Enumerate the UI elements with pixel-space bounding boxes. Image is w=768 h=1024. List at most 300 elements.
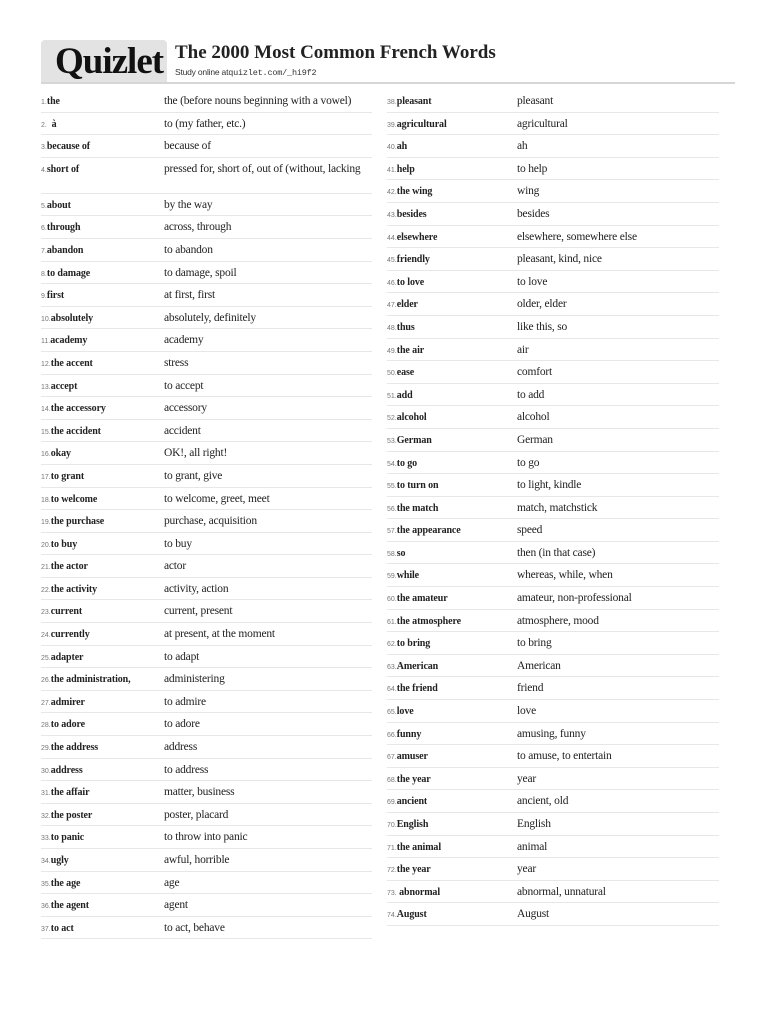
- term-cell: [41, 826, 84, 843]
- item-number: 60.: [387, 596, 397, 604]
- definition-text: like this, so: [517, 320, 568, 333]
- vocab-row: [41, 510, 372, 533]
- vocab-row: [41, 465, 372, 488]
- term-text: the year: [396, 773, 431, 785]
- term-cell: [41, 623, 90, 640]
- term-cell: [41, 420, 101, 437]
- term-cell: [387, 677, 438, 694]
- vocab-row: [387, 542, 719, 565]
- definition-text: abnormal, unnatural: [517, 885, 606, 898]
- item-number: 40.: [387, 144, 397, 152]
- item-number: 50.: [387, 370, 397, 378]
- definition-text: because of: [164, 140, 211, 153]
- term-cell: [41, 872, 80, 889]
- item-number: 9.: [41, 293, 47, 301]
- item-number: 7.: [41, 247, 47, 255]
- definition-text: at present, at the moment: [164, 628, 275, 641]
- definition-text: accident: [164, 424, 201, 437]
- term-cell: [387, 180, 432, 197]
- vocab-row: [387, 790, 719, 813]
- vocab-row: [41, 329, 372, 352]
- definition-text: pleasant: [517, 95, 554, 107]
- term-cell: [41, 216, 80, 233]
- vocab-row: [387, 836, 719, 859]
- item-number: 23.: [41, 609, 51, 617]
- term-cell: [387, 587, 448, 604]
- definition-text: American: [517, 659, 561, 672]
- definition-text: wing: [517, 185, 540, 198]
- item-number: 49.: [387, 347, 397, 355]
- vocab-row: [387, 519, 719, 542]
- term-cell: [387, 429, 432, 446]
- term-text: German: [396, 434, 432, 446]
- term-text: the amateur: [396, 593, 448, 605]
- term-text: to act: [50, 922, 74, 934]
- term-cell: [41, 239, 83, 256]
- term-cell: [41, 555, 88, 572]
- definition-text: to (my father, etc.): [164, 117, 246, 130]
- item-number: 21.: [41, 564, 51, 572]
- term-cell: [41, 736, 98, 753]
- vocab-row: [387, 406, 719, 429]
- term-text: to love: [396, 276, 425, 288]
- term-cell: [387, 361, 414, 378]
- term-cell: [387, 813, 428, 830]
- term-cell: [387, 768, 431, 785]
- term-cell: [387, 316, 415, 333]
- definition-text: actor: [164, 560, 186, 573]
- item-number: 37.: [41, 925, 51, 933]
- definition-text: across, through: [164, 221, 232, 234]
- item-number: 65.: [387, 709, 397, 717]
- vocab-row: [41, 894, 372, 917]
- item-number: 73.: [387, 889, 397, 897]
- page-header: [41, 40, 735, 84]
- definition-text: comfort: [517, 366, 553, 379]
- vocab-row: [387, 113, 719, 136]
- term-text: abnormal: [396, 886, 441, 898]
- definition-text: elsewhere, somewhere else: [517, 230, 637, 243]
- item-number: 64.: [387, 686, 397, 694]
- term-cell: [41, 465, 84, 482]
- item-number: 11.: [41, 338, 51, 346]
- term-text: the year: [396, 864, 431, 876]
- vocab-row: [387, 316, 719, 339]
- item-number: 69.: [387, 799, 397, 807]
- item-number: 55.: [387, 483, 397, 491]
- header-divider: [41, 82, 735, 84]
- term-cell: [41, 759, 83, 776]
- item-number: 74.: [387, 912, 397, 920]
- vocab-row: [387, 180, 719, 203]
- item-number: 36.: [41, 903, 51, 911]
- item-number: 31.: [41, 790, 51, 798]
- term-text: ah: [396, 141, 408, 153]
- vocab-row: [41, 239, 372, 262]
- vocab-row: [387, 655, 719, 678]
- definition-text: to adore: [164, 718, 200, 731]
- term-cell: [41, 194, 71, 211]
- logo-wordmark: Quizlet: [55, 41, 164, 82]
- term-cell: [41, 135, 90, 152]
- definition-text: match, matchstick: [517, 501, 598, 514]
- definition-text: stress: [164, 356, 189, 369]
- term-cell: [41, 849, 69, 866]
- term-text: amuser: [396, 751, 428, 763]
- definition-text: amusing, funny: [517, 727, 586, 740]
- vocab-row: [387, 497, 719, 520]
- definition-text: to adapt: [164, 650, 200, 663]
- definition-text: pressed for, short of, out of (without, lacking: [164, 162, 361, 175]
- vocab-row: [41, 113, 372, 136]
- vocab-row: [387, 271, 719, 294]
- vocab-row: [41, 713, 372, 736]
- term-text: agricultural: [396, 118, 447, 130]
- definition-text: to throw into panic: [164, 831, 248, 844]
- vocab-row: [387, 610, 719, 633]
- vocab-row: [41, 736, 372, 759]
- term-cell: [387, 881, 440, 898]
- term-cell: [41, 488, 97, 505]
- definition-text: to amuse, to entertain: [517, 750, 612, 763]
- vocab-row: [387, 158, 719, 181]
- term-text: alcohol: [396, 412, 427, 424]
- item-number: 29.: [41, 745, 51, 753]
- term-text: the: [46, 96, 60, 107]
- vocab-row: [41, 307, 372, 330]
- vocab-row: [387, 564, 719, 587]
- vocab-row: [41, 623, 372, 646]
- term-text: friendly: [396, 254, 430, 266]
- vocab-list-left: [41, 90, 372, 939]
- term-text: English: [396, 819, 429, 830]
- definition-text: year: [517, 863, 536, 876]
- definition-text: purchase, acquisition: [164, 515, 257, 528]
- item-number: 3.: [41, 144, 47, 152]
- vocab-row: [41, 826, 372, 849]
- term-cell: [387, 542, 405, 559]
- vocab-row: [41, 533, 372, 556]
- item-number: 10.: [41, 315, 51, 323]
- term-text: about: [46, 199, 71, 211]
- item-number: 22.: [41, 586, 51, 594]
- term-text: to buy: [50, 538, 78, 550]
- term-text: to bring: [396, 638, 431, 650]
- definition-text: to love: [517, 275, 548, 288]
- term-cell: [41, 113, 57, 130]
- vocab-list-right: [387, 90, 719, 926]
- definition-text: absolutely, definitely: [164, 311, 256, 324]
- vocab-row: [387, 474, 719, 497]
- term-cell: [387, 293, 418, 310]
- definition-text: to damage, spoil: [164, 266, 237, 279]
- term-text: first: [46, 290, 65, 302]
- term-text: the accessory: [50, 403, 106, 415]
- definition-text: by the way: [164, 198, 213, 211]
- vocab-row: [41, 804, 372, 827]
- term-text: to grant: [50, 470, 85, 482]
- item-number: 44.: [387, 234, 397, 242]
- item-number: 63.: [387, 663, 397, 671]
- vocab-row: [387, 203, 719, 226]
- item-number: 8.: [41, 270, 47, 278]
- item-number: 47.: [387, 302, 397, 310]
- definition-text: OK!, all right!: [164, 447, 228, 460]
- vocab-row: [41, 759, 372, 782]
- term-text: the appearance: [396, 525, 461, 537]
- vocab-row: [41, 284, 372, 307]
- term-cell: [41, 90, 60, 107]
- term-cell: [387, 406, 427, 423]
- term-cell: [41, 307, 93, 324]
- definition-text: to go: [517, 456, 540, 469]
- term-text: love: [396, 706, 414, 718]
- item-number: 68.: [387, 776, 397, 784]
- definition-text: to buy: [164, 537, 192, 550]
- vocab-row: [41, 442, 372, 465]
- definition-text: to add: [517, 388, 545, 401]
- item-number: 66.: [387, 731, 397, 739]
- vocab-row: [387, 700, 719, 723]
- term-text: the atmosphere: [396, 615, 461, 627]
- definition-text: to help: [517, 162, 548, 175]
- term-text: the administration,: [50, 674, 131, 686]
- vocab-row: [387, 339, 719, 362]
- vocab-row: [387, 135, 719, 158]
- term-cell: [387, 700, 414, 717]
- term-text: pleasant: [396, 96, 432, 107]
- vocab-row: [387, 361, 719, 384]
- term-cell: [41, 713, 85, 730]
- term-text: the accident: [50, 425, 101, 437]
- vocab-row: [387, 226, 719, 249]
- term-cell: [41, 329, 87, 346]
- term-text: ancient: [396, 796, 428, 808]
- definition-text: at first, first: [164, 289, 215, 302]
- item-number: 51.: [387, 392, 397, 400]
- term-text: address: [50, 764, 83, 776]
- item-number: 1.: [41, 99, 47, 106]
- term-cell: [41, 600, 82, 617]
- term-cell: [41, 533, 77, 550]
- term-text: the actor: [50, 561, 88, 573]
- item-number: 43.: [387, 211, 397, 219]
- page-title: The 2000 Most Common French Words: [175, 42, 496, 63]
- term-cell: [41, 397, 106, 414]
- item-number: 62.: [387, 641, 397, 649]
- item-number: 33.: [41, 835, 51, 843]
- vocab-row: [387, 768, 719, 791]
- term-cell: [387, 474, 439, 491]
- item-number: 14.: [41, 406, 51, 414]
- vocab-row: [41, 668, 372, 691]
- term-text: the match: [396, 502, 439, 514]
- item-number: 4.: [41, 166, 47, 174]
- vocab-row: [41, 216, 372, 239]
- term-cell: [387, 90, 432, 107]
- term-cell: [387, 339, 424, 356]
- definition-text: accessory: [164, 402, 207, 415]
- term-text: accept: [50, 380, 78, 392]
- vocab-row: [41, 397, 372, 420]
- term-cell: [387, 790, 427, 807]
- item-number: 17.: [41, 473, 51, 481]
- quizlet-logo[interactable]: [41, 40, 167, 83]
- vocab-row: [41, 420, 372, 443]
- term-cell: [41, 894, 89, 911]
- term-cell: [41, 284, 64, 301]
- item-number: 19.: [41, 519, 51, 527]
- term-text: while: [396, 570, 420, 582]
- definition-text: animal: [517, 840, 548, 853]
- definition-text: activity, action: [164, 582, 229, 595]
- term-cell: [387, 610, 461, 627]
- term-text: add: [396, 389, 413, 401]
- vocab-row: [41, 691, 372, 714]
- term-text: elsewhere: [396, 231, 438, 243]
- item-number: 61.: [387, 618, 397, 626]
- term-text: okay: [50, 448, 71, 460]
- term-text: through: [46, 222, 81, 234]
- term-cell: [41, 352, 93, 369]
- definition-text: to bring: [517, 637, 552, 650]
- term-text: help: [396, 163, 415, 175]
- definition-text: awful, horrible: [164, 854, 230, 866]
- vocab-row: [387, 587, 719, 610]
- definition-text: besides: [517, 207, 550, 220]
- vocab-row: [41, 375, 372, 398]
- definition-text: agent: [164, 899, 188, 912]
- term-text: to welcome: [50, 493, 98, 505]
- item-number: 18.: [41, 496, 51, 504]
- term-text: à: [46, 118, 57, 130]
- term-text: thus: [396, 321, 415, 333]
- term-text: the agent: [50, 900, 89, 912]
- item-number: 54.: [387, 460, 397, 468]
- term-text: admirer: [50, 696, 85, 708]
- vocab-row: [41, 849, 372, 872]
- definition-text: English: [517, 818, 551, 830]
- term-cell: [387, 135, 407, 152]
- term-text: to turn on: [396, 480, 439, 492]
- vocab-row: [41, 194, 372, 217]
- term-cell: [387, 248, 430, 265]
- vocab-row: [41, 781, 372, 804]
- vocab-row: [387, 745, 719, 768]
- item-number: 28.: [41, 722, 51, 730]
- item-number: 67.: [387, 754, 397, 762]
- term-cell: [41, 375, 77, 392]
- term-cell: [387, 497, 438, 514]
- term-text: the address: [50, 742, 99, 754]
- term-text: the purchase: [50, 516, 105, 528]
- term-cell: [41, 578, 97, 595]
- item-number: 26.: [41, 677, 51, 685]
- term-cell: [41, 262, 90, 279]
- item-number: 70.: [387, 822, 397, 829]
- vocab-row: [387, 632, 719, 655]
- term-text: abandon: [46, 244, 84, 256]
- vocab-row: [387, 429, 719, 452]
- term-cell: [387, 203, 427, 220]
- term-cell: [387, 452, 417, 469]
- item-number: 48.: [387, 324, 397, 332]
- term-cell: [387, 158, 415, 175]
- term-cell: [41, 917, 74, 934]
- definition-text: speed: [517, 524, 543, 537]
- item-number: 42.: [387, 189, 397, 197]
- term-text: funny: [396, 728, 422, 740]
- term-text: the age: [50, 877, 81, 889]
- definition-text: academy: [164, 334, 204, 347]
- item-number: 12.: [41, 360, 51, 368]
- vocab-row: [41, 90, 372, 113]
- vocab-row: [41, 578, 372, 601]
- item-number: 58.: [387, 550, 397, 558]
- item-number: 15.: [41, 428, 51, 436]
- term-cell: [41, 804, 92, 821]
- term-cell: [387, 113, 447, 130]
- vocab-row: [387, 858, 719, 881]
- term-cell: [387, 632, 430, 649]
- term-cell: [387, 519, 461, 536]
- vocab-row: [41, 872, 372, 895]
- item-number: 41.: [387, 166, 397, 174]
- item-number: 27.: [41, 699, 51, 707]
- vocab-row: [41, 917, 372, 940]
- definition-text: love: [517, 705, 536, 718]
- term-cell: [387, 655, 438, 672]
- definition-text: the (before nouns beginning with a vowel): [164, 95, 352, 107]
- item-number: 46.: [387, 279, 397, 287]
- term-text: so: [396, 547, 406, 559]
- term-cell: [41, 691, 85, 708]
- definition-text: ah: [517, 140, 528, 153]
- term-cell: [41, 158, 79, 175]
- term-text: the poster: [50, 809, 93, 821]
- term-text: adapter: [50, 651, 84, 663]
- vocab-row: [41, 555, 372, 578]
- subtitle-url[interactable]: quizlet.com/_hi9f2: [228, 68, 317, 78]
- definition-text: whereas, while, when: [517, 569, 613, 582]
- vocab-row: [387, 248, 719, 271]
- definition-text: to address: [164, 763, 209, 776]
- item-number: 16.: [41, 451, 51, 459]
- term-cell: [41, 668, 131, 685]
- vocab-row: [41, 600, 372, 623]
- term-text: currently: [50, 629, 90, 641]
- vocab-row: [387, 881, 719, 904]
- term-text: to adore: [50, 719, 86, 731]
- definition-text: to light, kindle: [517, 479, 582, 492]
- item-number: 35.: [41, 880, 51, 888]
- term-text: American: [396, 660, 439, 672]
- definition-text: German: [517, 433, 553, 446]
- item-number: 38.: [387, 99, 397, 106]
- term-text: current: [50, 606, 83, 618]
- term-cell: [387, 564, 419, 581]
- item-number: 71.: [387, 844, 397, 852]
- item-number: 59.: [387, 573, 397, 581]
- item-number: 53.: [387, 437, 397, 445]
- term-text: the accent: [50, 357, 93, 369]
- item-number: 72.: [387, 867, 397, 875]
- definition-text: ancient, old: [517, 795, 569, 808]
- definition-text: age: [164, 876, 180, 889]
- term-cell: [41, 510, 104, 527]
- item-number: 6.: [41, 225, 47, 233]
- item-number: 30.: [41, 767, 51, 775]
